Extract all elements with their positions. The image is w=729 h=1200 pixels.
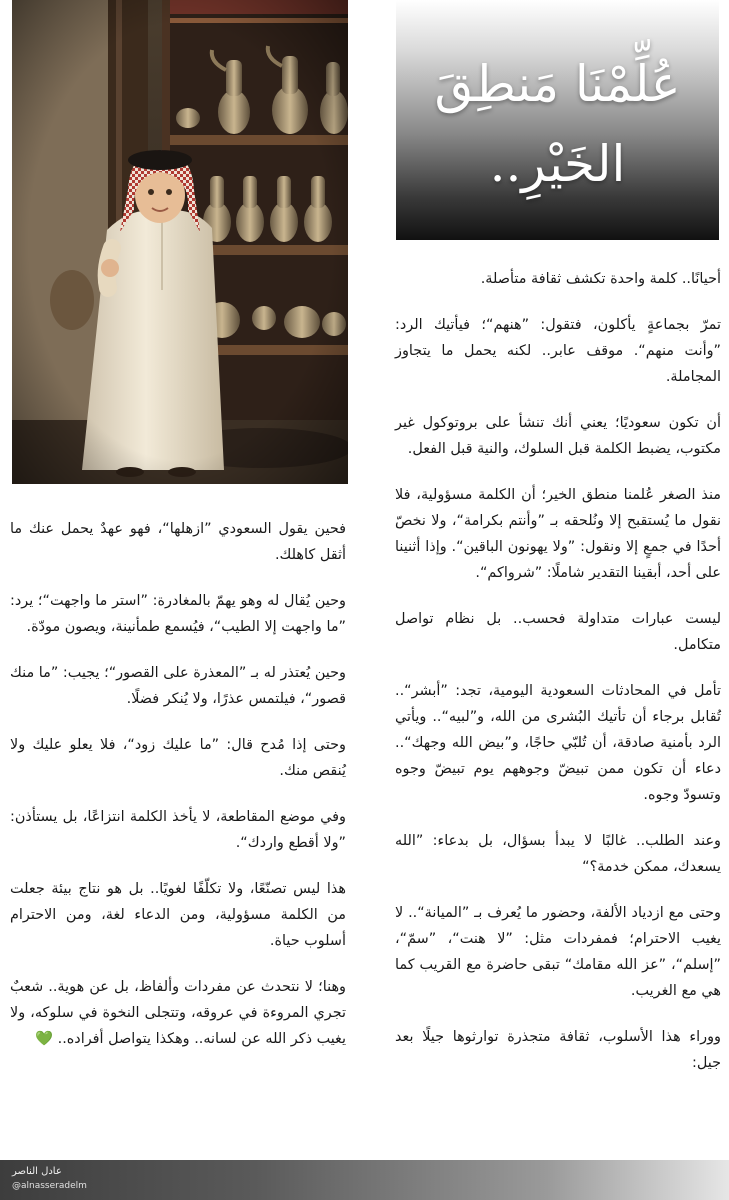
author-handle: @alnasseradelm xyxy=(12,1181,87,1191)
footer-bar xyxy=(0,1160,729,1200)
title-box xyxy=(396,0,719,240)
paragraph: وحين يُقال له وهو يهمّ بالمغادرة: ”استر ما واجهت“؛ يرد: ”ما واجهت إلا الطيب“، فيُسمع طمأنينة، ويصون مودّة. xyxy=(10,593,346,635)
photo-illustration xyxy=(12,0,348,484)
paragraph: وحين يُعتذر له بـ ”المعذرة على القصور“؛ يجيب: ”ما منك قصور“، فيلتمس عذرًا، ولا يُنكر فضلًا. xyxy=(10,665,346,707)
paragraph: هذا ليس تصنّعًا، ولا تكلّفًا لغويًا.. بل هو نتاج بيئة جعلت من الكلمة مسؤولية، ومن الدعاء لغة، ومن الاحترام أسلوب حياة. xyxy=(10,881,346,949)
paragraph: منذ الصغر عُلمنا منطق الخير؛ أن الكلمة مسؤولية، فلا نقول ما يُستقبح إلا ونُلحقه بـ ”وأنتم بكرامة“، ولا نخصّ أحدًا في جمعٍ إلا ونقول: ”ولا يهونون الباقين“. وإذا أثنينا على أحد، أبقينا التقدير شاملًا: ”شرواكم“. xyxy=(395,487,721,581)
paragraph: ليست عبارات متداولة فحسب.. بل نظام تواصل متكامل. xyxy=(395,611,721,653)
hero-photo xyxy=(12,0,348,484)
paragraph: تمرّ بجماعةٍ يأكلون، فتقول: ”هنهم“؛ فيأتيك الرد: ”وأنت منهم“. موقف عابر.. لكنه يحمل ما يتجاوز المجاملة. xyxy=(395,317,721,385)
title-line-1: عُلِّمْنَا مَنطِقَ xyxy=(434,55,681,113)
paragraph: وحتى إذا مُدح قال: ”ما عليك زود“، فلا يعلو عليك ولا يُنقص منك. xyxy=(10,737,346,779)
paragraph: ووراء هذا الأسلوب، ثقافة متجذرة توارثوها جيلًا بعد جيل: xyxy=(395,1029,721,1071)
paragraph: أن تكون سعوديًا؛ يعني أنك تنشأ على بروتوكول غير مكتوب، يضبط الكلمة قبل السلوك، والنية قبل الفعل. xyxy=(395,415,721,457)
article-left-column xyxy=(10,516,346,1072)
paragraph: وهنا؛ لا نتحدث عن مفردات وألفاظ، بل عن هوية.. شعبٌ تجري المروءة في عروقه، وتتجلى النخوة في سلوكه، ولا يغيب ذكر الله عن لسانه.. وهكذا يتواصل أفراده.. 💚 xyxy=(10,979,346,1047)
title-line-2: الخَيْرِ.. xyxy=(489,135,626,193)
paragraph: وفي موضع المقاطعة، لا يأخذ الكلمة انتزاعًا، بل يستأذن: ”ولا أقطع واردك“. xyxy=(10,809,346,851)
author-name: عادل الناصر xyxy=(12,1166,62,1177)
paragraph: فحين يقول السعودي ”ازهلها“، فهو عهدٌ يحمل عنك ما أثقل كاهلك. xyxy=(10,521,346,563)
paragraph: وحتى مع ازدياد الألفة، وحضور ما يُعرف بـ ”الميانة“.. لا يغيب الاحترام؛ فمفردات مثل: ”لا هنت“، ”سمّ“، ”إسلم“، ”عز الله مقامك“ تبقى حاضرة مع القريب كما هي مع الغريب. xyxy=(395,905,721,999)
paragraph: تأمل في المحادثات السعودية اليومية، تجد: ”أبشر“.. تُقابل برجاء أن تأتيك البُشرى من الله، و”لبيه“.. ويأتي الرد بأمنية صادقة، أن تُلبّي حاجًا، و”بيض الله وجهك“.. دعاء أن تكون ممن تبيضّ وجوههم يوم تبيضّ وجوه وتسودّ وجوه. xyxy=(395,683,721,803)
paragraph: وعند الطلب.. غالبًا لا يبدأ بسؤال، بل بدعاء: ”الله يسعدك، ممكن خدمة؟“ xyxy=(395,833,721,875)
paragraph: أحيانًا.. كلمة واحدة تكشف ثقافة متأصلة. xyxy=(480,271,721,287)
article-right-column xyxy=(395,266,721,1096)
